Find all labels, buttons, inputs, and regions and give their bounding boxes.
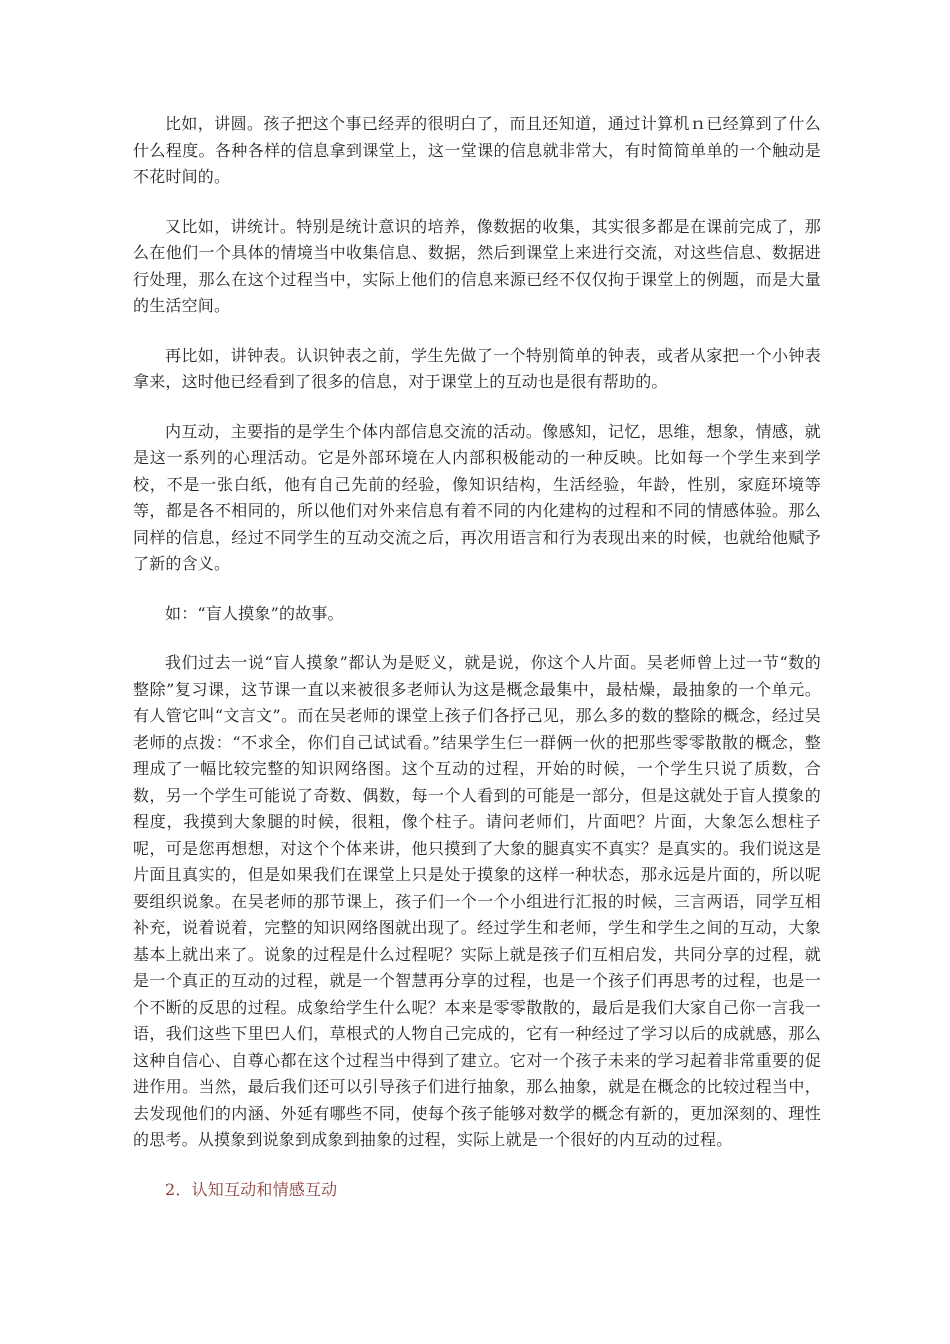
paragraph-clock-example: 再比如，讲钟表。认识钟表之前，学生先做了一个特别简单的钟表，或者从家把一个小钟表拿来，这时他已经看到了很多的信息，对于课堂上的互动也是很有帮助的。 <box>133 345 821 391</box>
section-heading: 2．认知互动和情感互动 <box>165 1179 338 1199</box>
document-body <box>133 111 821 1203</box>
paragraph-inner-interaction: 内互动，主要指的是学生个体内部信息交流的活动。像感知，记忆，思维，想象，情感，就是这一系列的心理活动。它是外部环境在人内部积极能动的一种反映。比如每一个学生来到学校，不是一张白纸，他有自己先前的经验，像知识结构，生活经验，年龄，性别，家庭环境等等，都是各不相同的，所以他们对外来信息有着不同的内化建构的过程和不同的情感体验。那么同样的信息，经过不同学生的互动交流之后，再次用语言和行为表现出来的时候，也就给他赋予了新的含义。 <box>133 421 821 573</box>
paragraph-statistics-example: 又比如，讲统计。特别是统计意识的培养，像数据的收集，其实很多都是在课前完成了，那么在他们一个具体的情境当中收集信息、数据，然后到课堂上来进行交流，对这些信息、数据进行处理，那么在这个过程当中，实际上他们的信息来源已经不仅仅拘于课堂上的例题，而是大量的生活空间。 <box>133 216 821 315</box>
paragraph-circle-example: 比如，讲圆。孩子把这个事已经弄的很明白了，而且还知道，通过计算机ｎ已经算到了什么什么程度。各种各样的信息拿到课堂上，这一堂课的信息就非常大，有时简简单单的一个触动是不花时间的。 <box>133 114 821 186</box>
paragraph-blind-men-discussion: 我们过去一说“盲人摸象”都认为是贬义，就是说，你这个人片面。吴老师曾上过一节“数的整除”复习课，这节课一直以来被很多老师认为这是概念最集中，最枯燥，最抽象的一个单元。有人管它叫“文言文”。而在吴老师的课堂上孩子们各抒己见，那么多的数的整除的概念，经过吴老师的点拨：“不求全，你们自己试试看。”结果学生仨一群俩一伙的把那些零零散散的概念，整理成了一幅比较完整的知识网络图。这个互动的过程，开始的时候，一个学生只说了质数，合数，另一个学生可能说了奇数、偶数，每一个人看到的可能是一部分，但是这就处于盲人摸象的程度，我摸到大象腿的时候，很粗，像个柱子。请问老师们，片面吧？片面，大象怎么想柱子呢，可是您再想想，对这个个体来讲，他只摸到了大象的腿真实不真实？是真实的。我们说这是片面且真实的，但是如果我们在课堂上只是处于摸象的这样一种状态，那永远是片面的，所以呢要组织说象。在吴老师的那节课上，孩子们一个一个小组进行汇报的时候，三言两语，同学互相补充，说着说着，完整的知识网络图就出现了。经过学生和老师，学生和学生之间的互动，大象基本上就出来了。说象的过程是什么过程呢？实际上就是孩子们互相启发，共同分享的过程，就是一个真正的互动的过程，就是一个智慧再分享的过程，也是一个孩子们再思考的过程，也是一个不断的反思的过程。成象给学生什么呢？本来是零零散散的，最后是我们大家自己你一言我一语，我们这些下里巴人们，草根式的人物自己完成的，它有一种经过了学习以后的成就感，那么这种自信心、自尊心都在这个过程当中得到了建立。它对一个孩子未来的学习起着非常重要的促进作用。当然，最后我们还可以引导孩子们进行抽象，那么抽象，就是在概念的比较过程当中，去发现他们的内涵、外延有哪些不同，使每个孩子能够对数学的概念有新的，更加深刻的、理性的思考。从摸象到说象到成象到抽象的过程，实际上就是一个很好的内互动的过程。 <box>133 653 821 1149</box>
paragraph-blind-men-story: 如：“盲人摸象”的故事。 <box>165 603 344 623</box>
